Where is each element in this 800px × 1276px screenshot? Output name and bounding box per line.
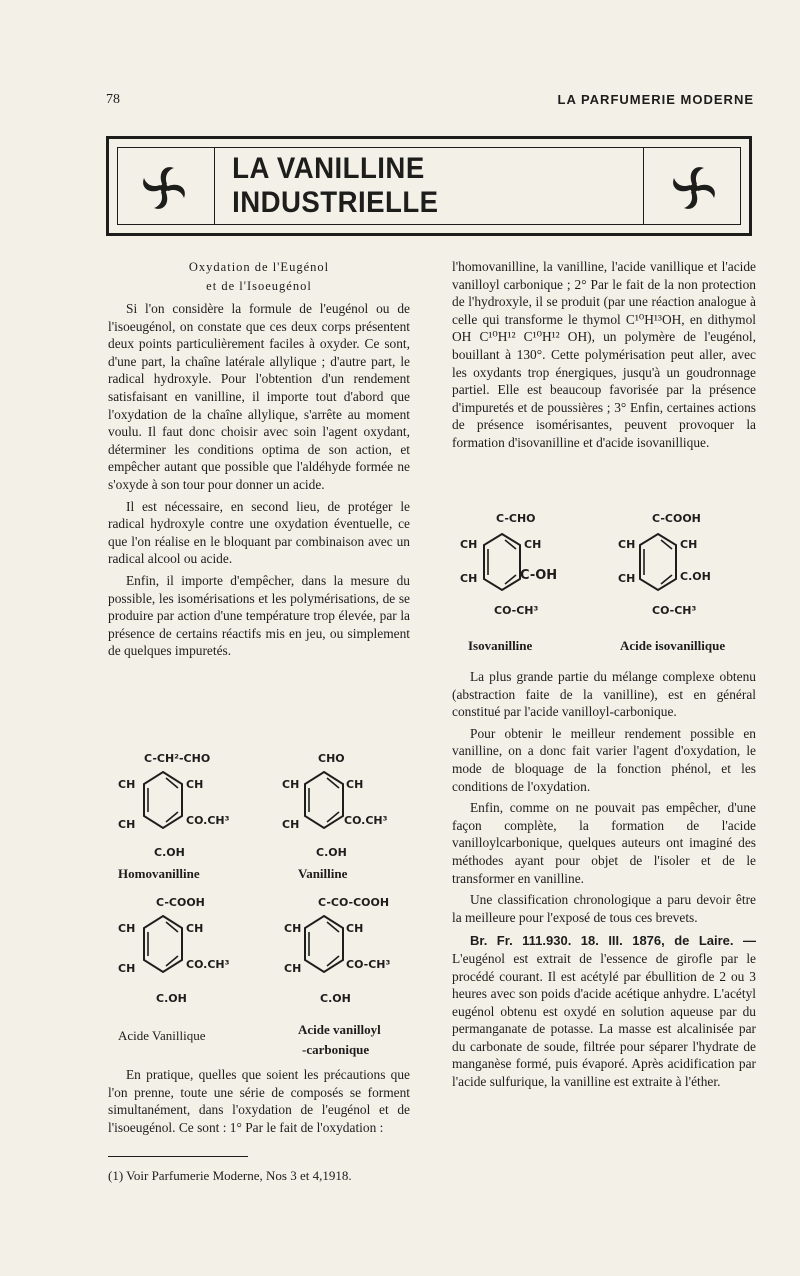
formula-left-top: CH	[118, 922, 136, 935]
fleuron-icon	[664, 158, 724, 218]
formula-right-bottom: CO.CH³	[344, 814, 388, 827]
page-title: LA VANILLINE INDUSTRIELLE	[232, 152, 439, 219]
formula-left-bottom: CH	[460, 572, 478, 585]
molecule-label: Acide Vanillique	[118, 1028, 206, 1043]
molecule-isovanilline	[456, 512, 606, 656]
formula-top: C-CHO	[496, 512, 536, 525]
formula-right-top: CH	[346, 778, 364, 791]
molecule-label: Homovanilline	[118, 866, 200, 881]
title-box	[214, 148, 644, 224]
paragraph: Une classification chronologique a paru devoir être la meilleure pour l'exposé de tous ces brevets.	[452, 892, 756, 925]
section-heading	[108, 258, 410, 296]
molecule-homovanilline	[118, 752, 268, 892]
formula-top: CHO	[318, 752, 345, 765]
formula-right-top: CH	[186, 922, 204, 935]
formula-right-top: CH	[524, 538, 542, 551]
footnote-rule	[108, 1156, 248, 1157]
formula-right-top: CH	[186, 778, 204, 791]
paragraph: Enfin, comme on ne pouvait pas empêcher, d'une façon complète, la formation de l'acide vanilloylcarbonique, quelques auteurs ont imaginé des méthodes ayant pour objet de l'isoler et de le transformer en vanilline.	[452, 800, 756, 886]
page-number: 78	[106, 92, 120, 107]
paragraph: En pratique, quelles que soient les précautions que l'on prenne, toute une série de composés se forment simultanément, dans l'oxydation de l'eugénol et de l'isoeugénol. Ce sont : 1° Par le fait de l'oxydation :	[108, 1067, 410, 1135]
paragraph: Si l'on considère la formule de l'eugénol ou de l'isoeugénol, on constate que ces deux corps présentent deux points particulièrement faciles à oxyder. Ce sont, d'une part, la chaîne latérale allylique ; d'autre part, le radical hydroxyle. Pour l'obtention d'un rendement satisfaisant en vanilline, il importe tout d'abord que l'oxydation de la chaîne allylique, s'arrête au moment voulu. Il faut donc choisir avec soin l'agent oxydant, déterminer les conditions optima de son action, et empêcher autant que possible que l'aldéhyde formée ne s'oxyde à son tour pour donner un acide.	[108, 301, 410, 492]
formula-left-top: CH	[460, 538, 478, 551]
formula-bottom: CO-CH³	[652, 604, 697, 617]
formula-left-bottom: CH	[282, 818, 300, 831]
formula-right-bottom: C-OH	[520, 568, 558, 583]
formula-right-bottom: CO.CH³	[186, 958, 230, 971]
formula-bottom: C.OH	[320, 992, 351, 1005]
formula-left-top: CH	[118, 778, 136, 791]
paragraph: Pour obtenir le meilleur rendement possible en vanilline, on a donc fait varier l'agent d'oxydation, le mode de bloquage de la fonction phénol, et les conditions de l'oxydation.	[452, 725, 756, 794]
formula-left-top: CH	[284, 922, 302, 935]
formula-top: C-COOH	[156, 896, 205, 909]
formula-bottom: C.OH	[316, 846, 347, 859]
paragraph: Il est nécessaire, en second lieu, de protéger le radical hydroxyle contre une oxydation éventuelle, ce que l'on réalise en le bloquant par combinaison avec un radical alcool ou acide.	[108, 498, 410, 567]
molecule-label: Isovanilline	[468, 638, 533, 653]
formula-left-top: CH	[618, 538, 636, 551]
title-banner	[106, 136, 752, 236]
formula-bottom: C.OH	[154, 846, 185, 859]
formula-left-bottom: CH	[118, 818, 136, 831]
running-title: LA PARFUMERIE MODERNE	[557, 92, 754, 107]
molecule-label: -carbonique	[302, 1042, 370, 1057]
molecule-acide-vanilloyl-carbonique	[282, 896, 422, 1064]
formula-bottom: C.OH	[156, 992, 187, 1005]
molecule-label: Vanilline	[298, 866, 348, 881]
left-column	[108, 258, 410, 664]
molecule-label: Acide vanilloyl	[298, 1022, 381, 1037]
formula-top: C-COOH	[652, 512, 701, 525]
formula-right-bottom: CO-CH³	[346, 958, 391, 971]
right-column-lower	[452, 668, 756, 1095]
formula-left-bottom: CH	[618, 572, 636, 585]
molecule-acide-isovanillique	[618, 512, 758, 656]
footnote: (1) Voir Parfumerie Moderne, Nos 3 et 4,1918.	[108, 1168, 352, 1183]
formula-right-bottom: C.OH	[680, 570, 711, 583]
paragraph: l'homovanilline, la vanilline, l'acide vanillique et l'acide vanilloyl carbonique ; 2° Par le fait de la non protection de l'hydroxyle, il se produit (par une réaction analogue à celle qui transforme le thymol C¹⁰H¹³OH, en dithymol OH C¹⁰H¹² C¹⁰H¹² OH), un polymère de l'eugénol, bouillant à 130°. Cette polymérisation peut aller, avec les oxydants trop énergiques, jusqu'à un goudronnage partiel. Elle est beaucoup favorisée par la présence d'impuretés et de poussières ; 3° Enfin, certaines actions de présence isomérisantes, peuvent provoquer la formation d'isovanilline et d'acide isovanillique.	[452, 259, 756, 450]
formula-right-top: CH	[346, 922, 364, 935]
molecule-acide-vanillique	[118, 896, 268, 1056]
paragraph: Enfin, il importe d'empêcher, dans la mesure du possible, les isomérisations et les polymérisations, de se produire par action d'une température trop élevée, par la présence de certains réactifs mis en jeu, ou simplement de quelques impuretés.	[108, 572, 410, 659]
patent-text: L'eugénol est extrait de l'essence de girofle par le procédé courant. Il est acétylé par ébullition de 2 ou 3 heures avec son poids d'acide acétique anhydre. L'acétyl eugénol obtenu est oxydé en solution aqueuse par du permanganate de potasse. La masse est alcalinisée par du carbonate de soude, filtrée pour séparer l'hydrate de manganèse formé, puis évaporé. Après acidification par l'acide sulfurique, la vanilline est extraite à l'éther.	[452, 950, 756, 1090]
formula-top: C-CO-COOH	[318, 896, 390, 909]
paragraph: La plus grande partie du mélange complexe obtenu (abstraction faite de la vanilline), est en général constitué par l'acide vanilloyl-carbonique.	[452, 669, 756, 720]
section-heading-line: et de l'Isoeugénol	[206, 279, 312, 293]
fleuron-icon	[134, 158, 194, 218]
molecule-vanilline	[282, 752, 412, 892]
paragraph	[452, 932, 756, 1090]
formula-left-bottom: CH	[118, 962, 136, 975]
left-column-bottom	[108, 1066, 410, 1140]
formula-right-top: CH	[680, 538, 698, 551]
right-column	[452, 258, 756, 456]
section-heading-line: Oxydation de l'Eugénol	[188, 260, 330, 274]
formula-left-top: CH	[282, 778, 300, 791]
patent-reference: Br. Fr. 111.930. 18. III. 1876, de Laire. —	[470, 933, 756, 949]
formula-bottom: CO-CH³	[494, 604, 539, 617]
formula-left-bottom: CH	[284, 962, 302, 975]
formula-top: C-CH²-CHO	[144, 752, 211, 765]
formula-right-bottom: CO.CH³	[186, 814, 230, 827]
molecule-label: Acide isovanillique	[620, 638, 726, 653]
